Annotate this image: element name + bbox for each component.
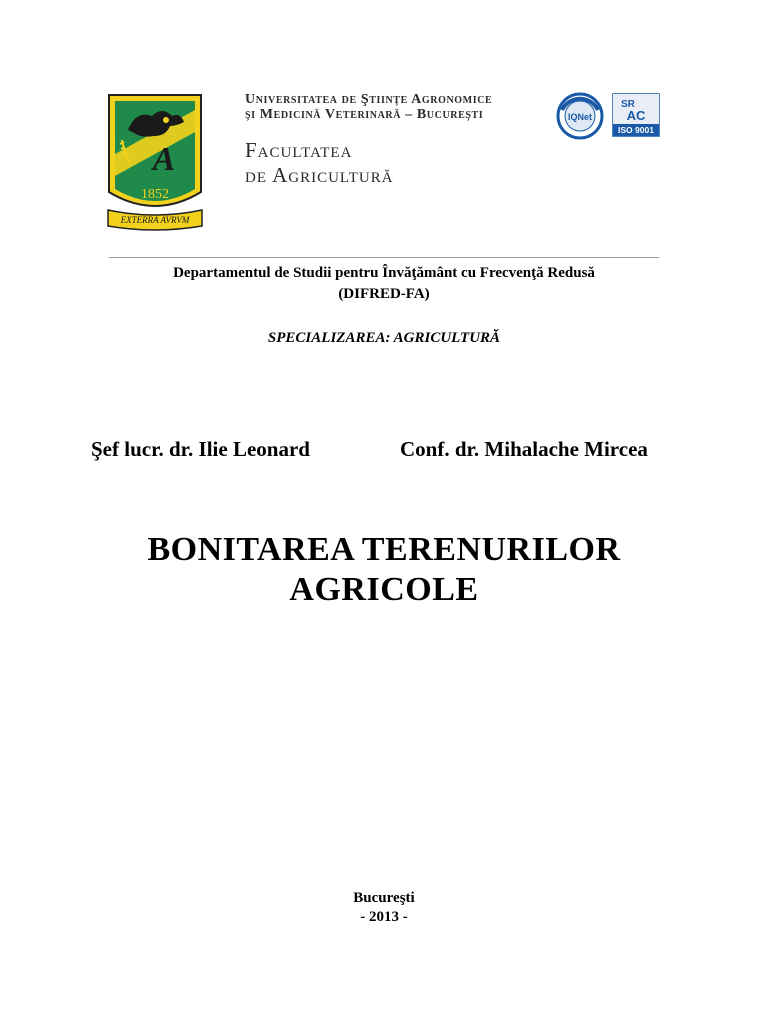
department-abbreviation: (DIFRED-FA) [338,286,430,302]
header-divider [109,257,659,258]
university-crest-logo [106,92,204,234]
svg-text:IQNet: IQNet [567,112,593,122]
svg-text:ISO 9001: ISO 9001 [618,125,654,135]
author-1: Şef lucr. dr. Ilie Leonard [91,437,310,461]
iqnet-certification-logo [556,92,604,140]
svg-text:EXTERRA AVRVM: EXTERRA AVRVM [120,215,190,225]
svg-text:1852: 1852 [141,187,169,202]
srac-iso-9001-logo [612,93,660,137]
faculty-name-line-2: de Agricultură [245,163,394,187]
department-name: Departamentul de Studii pentru Învăţământ cu Frecvenţă Redusă [173,265,595,281]
faculty-name-line-1: Facultatea [245,138,353,162]
author-2: Conf. dr. Mihalache Mircea [400,437,648,461]
university-name-line-1: Universitatea de Ştiinţe Agronomice [245,92,493,107]
university-name-line-2: şi Medicină Veterinară – Bucureşti [245,107,484,122]
specialization: SPECIALIZAREA: AGRICULTURĂ [267,330,501,346]
document-title-line-1: BONITAREA TERENURILOR [147,531,621,568]
document-title-line-2: AGRICOLE [289,571,479,608]
svg-text:AC: AC [626,108,646,123]
svg-text:SR: SR [621,99,635,110]
svg-text:A: A [152,141,176,178]
publication-city: Bucureşti [353,890,415,906]
publication-year: - 2013 - [360,909,408,925]
